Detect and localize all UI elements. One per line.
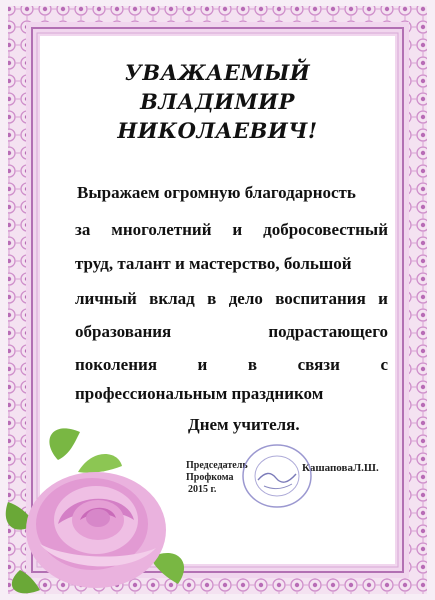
word: в — [247, 355, 258, 374]
word: за — [75, 220, 91, 239]
word: связи — [297, 355, 340, 374]
rose-illustration — [0, 420, 200, 600]
teachers-day-line: Днем учителя. — [188, 415, 300, 434]
greeting-line-2: ВЛАДИМИР — [140, 89, 295, 114]
union-stamp — [238, 440, 316, 512]
word: и — [232, 220, 243, 239]
word: личный — [75, 289, 137, 308]
signature-title-line-2: Профкома — [186, 472, 234, 483]
word: с — [380, 355, 388, 374]
word: воспитания — [275, 289, 366, 308]
word: дело — [228, 289, 263, 308]
word: образования — [75, 322, 172, 341]
word: подрастающего — [268, 322, 388, 341]
word: многолетний — [111, 220, 212, 239]
body-line-7: профессиональным праздником — [75, 384, 324, 403]
word: вклад — [149, 289, 195, 308]
body-line-6 — [75, 355, 388, 375]
word: добросовестный — [263, 220, 388, 239]
word: поколения — [75, 355, 158, 374]
greeting-line-3: НИКОЛАЕВИЧ! — [117, 118, 318, 143]
body-line-2 — [75, 220, 388, 240]
body-line-1: Выражаем огромную благодарность — [77, 183, 356, 202]
word: и — [378, 289, 388, 308]
word: в — [207, 289, 217, 308]
word: и — [197, 355, 208, 374]
signature-year: 2015 г. — [188, 484, 217, 495]
signature-title-line-1: Председатель — [186, 460, 248, 471]
greeting-line-1: УВАЖАЕМЫЙ — [124, 60, 311, 85]
body-line-3: труд, талант и мастерство, большой — [75, 254, 352, 273]
signatory-name: КашаповаЛ.Ш. — [302, 462, 379, 474]
body-line-4 — [75, 289, 388, 309]
body-line-5 — [75, 322, 388, 342]
